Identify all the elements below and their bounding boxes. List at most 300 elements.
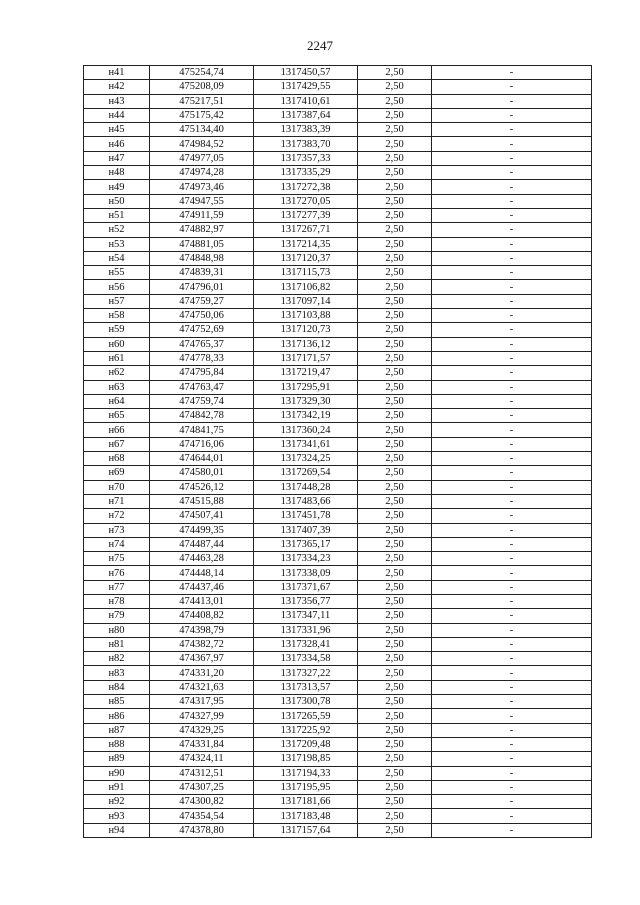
accuracy-cell: 2,50 (358, 695, 432, 709)
accuracy-cell: 2,50 (358, 423, 432, 437)
point-id-cell: н73 (84, 523, 150, 537)
table-row (84, 280, 592, 294)
point-id-cell: н83 (84, 666, 150, 680)
table-row (84, 94, 592, 108)
x-coordinate-cell: 475217,51 (150, 94, 254, 108)
x-coordinate-cell: 474354,54 (150, 809, 254, 823)
point-id-cell: н88 (84, 737, 150, 751)
y-coordinate-cell: 1317387,64 (254, 108, 358, 122)
description-cell: - (432, 594, 592, 608)
point-id-cell: н87 (84, 723, 150, 737)
point-id-cell: н47 (84, 151, 150, 165)
x-coordinate-cell: 474331,20 (150, 666, 254, 680)
point-id-cell: н78 (84, 594, 150, 608)
point-id-cell: н67 (84, 437, 150, 451)
description-cell: - (432, 552, 592, 566)
y-coordinate-cell: 1317341,61 (254, 437, 358, 451)
accuracy-cell: 2,50 (358, 466, 432, 480)
accuracy-cell: 2,50 (358, 680, 432, 694)
table-row (84, 80, 592, 94)
accuracy-cell: 2,50 (358, 752, 432, 766)
description-cell: - (432, 266, 592, 280)
x-coordinate-cell: 474796,01 (150, 280, 254, 294)
accuracy-cell: 2,50 (358, 380, 432, 394)
description-cell: - (432, 323, 592, 337)
point-id-cell: н45 (84, 123, 150, 137)
table-row (84, 337, 592, 351)
description-cell: - (432, 652, 592, 666)
x-coordinate-cell: 474327,99 (150, 709, 254, 723)
table-row (84, 123, 592, 137)
table-row (84, 66, 592, 80)
accuracy-cell: 2,50 (358, 166, 432, 180)
x-coordinate-cell: 474911,59 (150, 208, 254, 222)
point-id-cell: н81 (84, 637, 150, 651)
table-row (84, 466, 592, 480)
point-id-cell: н51 (84, 208, 150, 222)
table-row (84, 780, 592, 794)
y-coordinate-cell: 1317410,61 (254, 94, 358, 108)
description-cell: - (432, 409, 592, 423)
y-coordinate-cell: 1317225,92 (254, 723, 358, 737)
x-coordinate-cell: 474765,37 (150, 337, 254, 351)
table-row (84, 309, 592, 323)
accuracy-cell: 2,50 (358, 452, 432, 466)
point-id-cell: н80 (84, 623, 150, 637)
x-coordinate-cell: 474750,06 (150, 309, 254, 323)
y-coordinate-cell: 1317383,70 (254, 137, 358, 151)
description-cell: - (432, 337, 592, 351)
accuracy-cell: 2,50 (358, 809, 432, 823)
y-coordinate-cell: 1317300,78 (254, 695, 358, 709)
accuracy-cell: 2,50 (358, 509, 432, 523)
description-cell: - (432, 280, 592, 294)
point-id-cell: н57 (84, 294, 150, 308)
description-cell: - (432, 695, 592, 709)
y-coordinate-cell: 1317327,22 (254, 666, 358, 680)
accuracy-cell: 2,50 (358, 137, 432, 151)
y-coordinate-cell: 1317195,95 (254, 780, 358, 794)
table-row (84, 180, 592, 194)
accuracy-cell: 2,50 (358, 123, 432, 137)
table-row (84, 695, 592, 709)
accuracy-cell: 2,50 (358, 580, 432, 594)
x-coordinate-cell: 474487,44 (150, 537, 254, 551)
x-coordinate-cell: 474752,69 (150, 323, 254, 337)
x-coordinate-cell: 474329,25 (150, 723, 254, 737)
description-cell: - (432, 766, 592, 780)
table-row (84, 323, 592, 337)
table-row (84, 351, 592, 365)
y-coordinate-cell: 1317360,24 (254, 423, 358, 437)
table-row (84, 266, 592, 280)
x-coordinate-cell: 474321,63 (150, 680, 254, 694)
description-cell: - (432, 823, 592, 837)
x-coordinate-cell: 474526,12 (150, 480, 254, 494)
point-id-cell: н91 (84, 780, 150, 794)
y-coordinate-cell: 1317106,82 (254, 280, 358, 294)
x-coordinate-cell: 474324,11 (150, 752, 254, 766)
accuracy-cell: 2,50 (358, 180, 432, 194)
x-coordinate-cell: 474778,33 (150, 351, 254, 365)
table-row (84, 294, 592, 308)
x-coordinate-cell: 474307,25 (150, 780, 254, 794)
x-coordinate-cell: 474848,98 (150, 251, 254, 265)
point-id-cell: н90 (84, 766, 150, 780)
table-row (84, 680, 592, 694)
description-cell: - (432, 223, 592, 237)
table-row (84, 652, 592, 666)
y-coordinate-cell: 1317120,73 (254, 323, 358, 337)
table-row (84, 108, 592, 122)
accuracy-cell: 2,50 (358, 94, 432, 108)
x-coordinate-cell: 474437,46 (150, 580, 254, 594)
description-cell: - (432, 309, 592, 323)
y-coordinate-cell: 1317448,28 (254, 480, 358, 494)
table-row (84, 795, 592, 809)
x-coordinate-cell: 474881,05 (150, 237, 254, 251)
description-cell: - (432, 723, 592, 737)
table-row (84, 666, 592, 680)
table-row (84, 809, 592, 823)
y-coordinate-cell: 1317272,38 (254, 180, 358, 194)
description-cell: - (432, 66, 592, 80)
point-id-cell: н56 (84, 280, 150, 294)
table-row (84, 566, 592, 580)
x-coordinate-cell: 474882,97 (150, 223, 254, 237)
description-cell: - (432, 180, 592, 194)
point-id-cell: н54 (84, 251, 150, 265)
point-id-cell: н41 (84, 66, 150, 80)
y-coordinate-cell: 1317120,37 (254, 251, 358, 265)
y-coordinate-cell: 1317338,09 (254, 566, 358, 580)
y-coordinate-cell: 1317365,17 (254, 537, 358, 551)
x-coordinate-cell: 474973,46 (150, 180, 254, 194)
x-coordinate-cell: 474463,28 (150, 552, 254, 566)
table-row (84, 452, 592, 466)
x-coordinate-cell: 475208,09 (150, 80, 254, 94)
point-id-cell: н76 (84, 566, 150, 580)
coordinates-table-body (84, 66, 592, 838)
coordinates-table (83, 65, 592, 838)
point-id-cell: н46 (84, 137, 150, 151)
table-row (84, 208, 592, 222)
accuracy-cell: 2,50 (358, 780, 432, 794)
x-coordinate-cell: 475254,74 (150, 66, 254, 80)
accuracy-cell: 2,50 (358, 623, 432, 637)
accuracy-cell: 2,50 (358, 280, 432, 294)
point-id-cell: н44 (84, 108, 150, 122)
description-cell: - (432, 166, 592, 180)
description-cell: - (432, 509, 592, 523)
description-cell: - (432, 494, 592, 508)
accuracy-cell: 2,50 (358, 294, 432, 308)
accuracy-cell: 2,50 (358, 795, 432, 809)
x-coordinate-cell: 474408,82 (150, 609, 254, 623)
accuracy-cell: 2,50 (358, 237, 432, 251)
y-coordinate-cell: 1317181,66 (254, 795, 358, 809)
table-row (84, 151, 592, 165)
point-id-cell: н68 (84, 452, 150, 466)
y-coordinate-cell: 1317209,48 (254, 737, 358, 751)
y-coordinate-cell: 1317171,57 (254, 351, 358, 365)
table-row (84, 437, 592, 451)
y-coordinate-cell: 1317357,33 (254, 151, 358, 165)
y-coordinate-cell: 1317407,39 (254, 523, 358, 537)
description-cell: - (432, 394, 592, 408)
table-row (84, 480, 592, 494)
y-coordinate-cell: 1317450,57 (254, 66, 358, 80)
point-id-cell: н64 (84, 394, 150, 408)
table-row (84, 580, 592, 594)
table-row (84, 166, 592, 180)
x-coordinate-cell: 474839,31 (150, 266, 254, 280)
point-id-cell: н84 (84, 680, 150, 694)
description-cell: - (432, 580, 592, 594)
description-cell: - (432, 351, 592, 365)
accuracy-cell: 2,50 (358, 66, 432, 80)
point-id-cell: н74 (84, 537, 150, 551)
table-row (84, 423, 592, 437)
x-coordinate-cell: 474507,41 (150, 509, 254, 523)
x-coordinate-cell: 474300,82 (150, 795, 254, 809)
point-id-cell: н48 (84, 166, 150, 180)
accuracy-cell: 2,50 (358, 437, 432, 451)
description-cell: - (432, 151, 592, 165)
description-cell: - (432, 480, 592, 494)
accuracy-cell: 2,50 (358, 709, 432, 723)
point-id-cell: н62 (84, 366, 150, 380)
y-coordinate-cell: 1317329,30 (254, 394, 358, 408)
accuracy-cell: 2,50 (358, 409, 432, 423)
accuracy-cell: 2,50 (358, 323, 432, 337)
description-cell: - (432, 94, 592, 108)
y-coordinate-cell: 1317267,71 (254, 223, 358, 237)
description-cell: - (432, 537, 592, 551)
x-coordinate-cell: 474759,27 (150, 294, 254, 308)
accuracy-cell: 2,50 (358, 609, 432, 623)
description-cell: - (432, 251, 592, 265)
x-coordinate-cell: 474974,28 (150, 166, 254, 180)
x-coordinate-cell: 474331,84 (150, 737, 254, 751)
point-id-cell: н42 (84, 80, 150, 94)
point-id-cell: н43 (84, 94, 150, 108)
x-coordinate-cell: 474841,75 (150, 423, 254, 437)
point-id-cell: н86 (84, 709, 150, 723)
x-coordinate-cell: 474317,95 (150, 695, 254, 709)
description-cell: - (432, 752, 592, 766)
accuracy-cell: 2,50 (358, 566, 432, 580)
point-id-cell: н50 (84, 194, 150, 208)
table-row (84, 623, 592, 637)
table-row (84, 823, 592, 837)
description-cell: - (432, 709, 592, 723)
x-coordinate-cell: 474984,52 (150, 137, 254, 151)
table-row (84, 723, 592, 737)
table-row (84, 366, 592, 380)
accuracy-cell: 2,50 (358, 494, 432, 508)
x-coordinate-cell: 474716,06 (150, 437, 254, 451)
x-coordinate-cell: 474413,01 (150, 594, 254, 608)
y-coordinate-cell: 1317324,25 (254, 452, 358, 466)
accuracy-cell: 2,50 (358, 151, 432, 165)
y-coordinate-cell: 1317270,05 (254, 194, 358, 208)
x-coordinate-cell: 474499,35 (150, 523, 254, 537)
table-row (84, 251, 592, 265)
y-coordinate-cell: 1317347,11 (254, 609, 358, 623)
x-coordinate-cell: 474378,80 (150, 823, 254, 837)
point-id-cell: н49 (84, 180, 150, 194)
description-cell: - (432, 294, 592, 308)
description-cell: - (432, 523, 592, 537)
table-row (84, 380, 592, 394)
y-coordinate-cell: 1317331,96 (254, 623, 358, 637)
point-id-cell: н65 (84, 409, 150, 423)
x-coordinate-cell: 474382,72 (150, 637, 254, 651)
accuracy-cell: 2,50 (358, 108, 432, 122)
point-id-cell: н60 (84, 337, 150, 351)
description-cell: - (432, 108, 592, 122)
table-row (84, 537, 592, 551)
table-row (84, 137, 592, 151)
y-coordinate-cell: 1317214,35 (254, 237, 358, 251)
accuracy-cell: 2,50 (358, 737, 432, 751)
description-cell: - (432, 466, 592, 480)
table-row (84, 509, 592, 523)
description-cell: - (432, 437, 592, 451)
table-row (84, 737, 592, 751)
y-coordinate-cell: 1317429,55 (254, 80, 358, 94)
point-id-cell: н71 (84, 494, 150, 508)
description-cell: - (432, 666, 592, 680)
x-coordinate-cell: 474398,79 (150, 623, 254, 637)
accuracy-cell: 2,50 (358, 723, 432, 737)
accuracy-cell: 2,50 (358, 208, 432, 222)
x-coordinate-cell: 474977,05 (150, 151, 254, 165)
description-cell: - (432, 137, 592, 151)
y-coordinate-cell: 1317335,29 (254, 166, 358, 180)
x-coordinate-cell: 474795,84 (150, 366, 254, 380)
description-cell: - (432, 795, 592, 809)
table-row (84, 709, 592, 723)
y-coordinate-cell: 1317277,39 (254, 208, 358, 222)
y-coordinate-cell: 1317103,88 (254, 309, 358, 323)
y-coordinate-cell: 1317194,33 (254, 766, 358, 780)
point-id-cell: н70 (84, 480, 150, 494)
point-id-cell: н66 (84, 423, 150, 437)
table-row (84, 194, 592, 208)
description-cell: - (432, 123, 592, 137)
description-cell: - (432, 237, 592, 251)
description-cell: - (432, 737, 592, 751)
accuracy-cell: 2,50 (358, 537, 432, 551)
description-cell: - (432, 80, 592, 94)
accuracy-cell: 2,50 (358, 523, 432, 537)
point-id-cell: н61 (84, 351, 150, 365)
y-coordinate-cell: 1317383,39 (254, 123, 358, 137)
table-row (84, 409, 592, 423)
y-coordinate-cell: 1317334,58 (254, 652, 358, 666)
x-coordinate-cell: 474312,51 (150, 766, 254, 780)
point-id-cell: н79 (84, 609, 150, 623)
x-coordinate-cell: 474580,01 (150, 466, 254, 480)
description-cell: - (432, 780, 592, 794)
accuracy-cell: 2,50 (358, 351, 432, 365)
point-id-cell: н82 (84, 652, 150, 666)
table-row (84, 394, 592, 408)
point-id-cell: н52 (84, 223, 150, 237)
accuracy-cell: 2,50 (358, 194, 432, 208)
y-coordinate-cell: 1317483,66 (254, 494, 358, 508)
point-id-cell: н77 (84, 580, 150, 594)
accuracy-cell: 2,50 (358, 266, 432, 280)
x-coordinate-cell: 475175,42 (150, 108, 254, 122)
accuracy-cell: 2,50 (358, 337, 432, 351)
point-id-cell: н53 (84, 237, 150, 251)
table-row (84, 594, 592, 608)
x-coordinate-cell: 474644,01 (150, 452, 254, 466)
y-coordinate-cell: 1317313,57 (254, 680, 358, 694)
accuracy-cell: 2,50 (358, 366, 432, 380)
y-coordinate-cell: 1317356,77 (254, 594, 358, 608)
x-coordinate-cell: 474763,47 (150, 380, 254, 394)
x-coordinate-cell: 475134,40 (150, 123, 254, 137)
accuracy-cell: 2,50 (358, 823, 432, 837)
point-id-cell: н94 (84, 823, 150, 837)
y-coordinate-cell: 1317451,78 (254, 509, 358, 523)
description-cell: - (432, 366, 592, 380)
table-row (84, 223, 592, 237)
description-cell: - (432, 566, 592, 580)
x-coordinate-cell: 474515,88 (150, 494, 254, 508)
x-coordinate-cell: 474367,97 (150, 652, 254, 666)
y-coordinate-cell: 1317265,59 (254, 709, 358, 723)
accuracy-cell: 2,50 (358, 309, 432, 323)
point-id-cell: н55 (84, 266, 150, 280)
description-cell: - (432, 809, 592, 823)
accuracy-cell: 2,50 (358, 594, 432, 608)
y-coordinate-cell: 1317157,64 (254, 823, 358, 837)
accuracy-cell: 2,50 (358, 223, 432, 237)
point-id-cell: н75 (84, 552, 150, 566)
point-id-cell: н72 (84, 509, 150, 523)
point-id-cell: н93 (84, 809, 150, 823)
point-id-cell: н89 (84, 752, 150, 766)
y-coordinate-cell: 1317097,14 (254, 294, 358, 308)
point-id-cell: н92 (84, 795, 150, 809)
description-cell: - (432, 680, 592, 694)
y-coordinate-cell: 1317183,48 (254, 809, 358, 823)
table-row (84, 766, 592, 780)
accuracy-cell: 2,50 (358, 251, 432, 265)
table-row (84, 609, 592, 623)
point-id-cell: н69 (84, 466, 150, 480)
accuracy-cell: 2,50 (358, 766, 432, 780)
table-row (84, 552, 592, 566)
accuracy-cell: 2,50 (358, 80, 432, 94)
description-cell: - (432, 380, 592, 394)
y-coordinate-cell: 1317219,47 (254, 366, 358, 380)
y-coordinate-cell: 1317269,54 (254, 466, 358, 480)
point-id-cell: н63 (84, 380, 150, 394)
point-id-cell: н85 (84, 695, 150, 709)
description-cell: - (432, 452, 592, 466)
description-cell: - (432, 637, 592, 651)
description-cell: - (432, 423, 592, 437)
table-row (84, 494, 592, 508)
accuracy-cell: 2,50 (358, 552, 432, 566)
y-coordinate-cell: 1317115,73 (254, 266, 358, 280)
